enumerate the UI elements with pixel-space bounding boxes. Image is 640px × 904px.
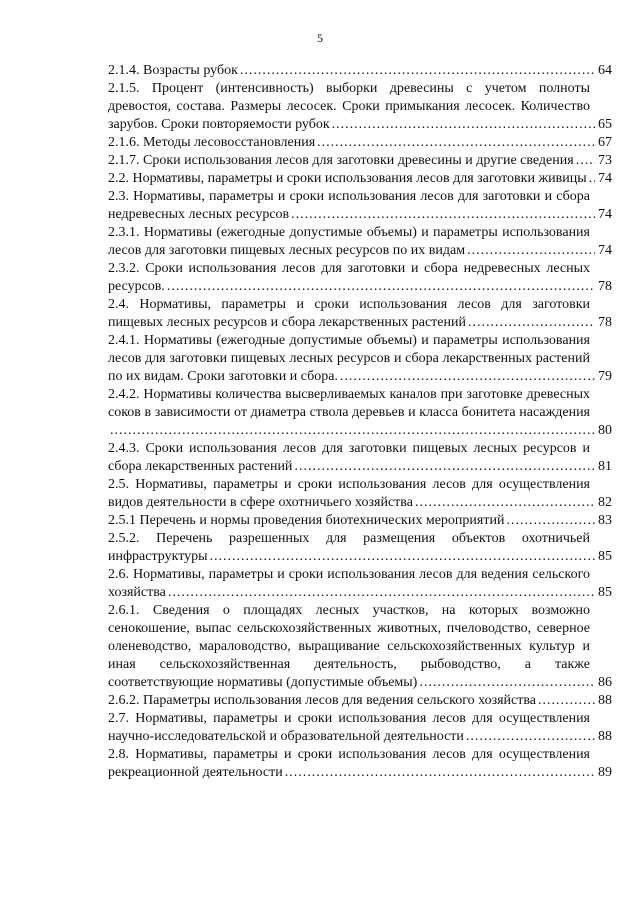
toc-entry[interactable] [108, 530, 612, 566]
toc-entry-title: 2.4. Нормативы, параметры и сроки использования лесов для заготовки пищевых лесных ресурсов и сбора лекарственных растений ..... [108, 297, 590, 330]
toc-entry-title: 2.4.1. Нормативы (ежегодные допустимые объемы) и параметры использования лесов для заготовки пищевых лесных ресурсов и сбора лекарственных растений по их видам. Сроки заготовки и сбора. ..... [108, 333, 590, 384]
toc-entry[interactable] [108, 710, 612, 746]
toc-entry-page: 65 [595, 116, 612, 134]
toc-entry-page: 67 [595, 134, 612, 152]
toc-entry-title: 2.1.4. Возрасты рубок ..... [108, 63, 240, 78]
toc-entry[interactable] [108, 476, 612, 512]
toc-entry-title: 2.5.1 Перечень и нормы проведения биотехнических мероприятий ..... [108, 513, 506, 528]
toc-entry-title: 2.7. Нормативы, параметры и сроки использования лесов для осуществления научно-исследовательской и образовательной деятельности ..... [108, 711, 590, 744]
toc-entry-page: 78 [595, 314, 612, 332]
toc-entry[interactable] [108, 260, 612, 296]
toc-entry[interactable] [108, 188, 612, 224]
toc-entry-page: 82 [595, 494, 612, 512]
toc-entry-title: 2.6. Нормативы, параметры и сроки использования лесов для ведения сельского хозяйства ..... [108, 567, 590, 600]
toc-entry-page: 86 [595, 674, 612, 692]
toc-entry-title: 2.3. Нормативы, параметры и сроки использования лесов для заготовки и сбора недревесных лесных ресурсов ..... [108, 189, 590, 222]
toc-entry-page: 74 [595, 242, 612, 260]
toc-entry-title: 2.5.2. Перечень разрешенных для размещения объектов охотничьей инфраструктуры ..... [108, 531, 590, 564]
toc-entry-page: 74 [595, 170, 612, 188]
toc-entry-title: 2.4.3. Сроки использования лесов для заготовки пищевых лесных ресурсов и сбора лекарственных растений ..... [108, 441, 590, 474]
toc-entry-title: 2.1.6. Методы лесовосстановления ..... [108, 135, 317, 150]
toc-entry-page: 73 [595, 152, 612, 170]
toc-entry-page: 81 [595, 458, 612, 476]
toc-entry[interactable] [108, 134, 612, 152]
toc-entry-title: 2.1.5. Процент (интенсивность) выборки древесины с учетом полноты древостоя, состава. Размеры лесосек. Сроки примыкания лесосек. Количество зарубов. Сроки повторяемости рубок ..... [108, 81, 590, 132]
toc-entry-page: 64 [595, 62, 612, 80]
toc-entry-page: 83 [595, 512, 612, 530]
toc-entry-page: 79 [595, 368, 612, 386]
toc-entry[interactable] [108, 386, 612, 440]
toc-entry-title: 2.1.7. Сроки использования лесов для заготовки древесины и другие сведения ..... [108, 153, 576, 168]
toc-entry[interactable] [108, 602, 612, 692]
toc-entry-title: 2.6.2. Параметры использования лесов для ведения сельского хозяйства ..... [108, 693, 538, 708]
toc-entry-title: 2.2. Нормативы, параметры и сроки использования лесов для заготовки живицы ..... [108, 171, 589, 186]
toc-entry[interactable] [108, 62, 612, 80]
toc-entry-page: 89 [595, 764, 612, 782]
toc-entry-title: 2.8. Нормативы, параметры и сроки использования лесов для осуществления рекреационной деятельности ..... [108, 747, 590, 780]
toc-entry-page: 74 [595, 206, 612, 224]
table-of-contents [108, 62, 612, 782]
toc-entry[interactable] [108, 296, 612, 332]
toc-entry[interactable] [108, 512, 612, 530]
toc-entry[interactable] [108, 170, 612, 188]
toc-entry-page: 80 [595, 422, 612, 440]
toc-entry-page: 85 [595, 584, 612, 602]
toc-entry-page: 88 [595, 692, 612, 710]
toc-entry-title: 2.3.2. Сроки использования лесов для заготовки и сбора недревесных лесных ресурсов. ..... [108, 261, 590, 294]
toc-entry-title: 2.5. Нормативы, параметры и сроки использования лесов для осуществления видов деятельности в сфере охотничьего хозяйства ..... [108, 477, 590, 510]
toc-entry[interactable] [108, 224, 612, 260]
toc-entry[interactable] [108, 332, 612, 386]
toc-entry-title: 2.3.1. Нормативы (ежегодные допустимые объемы) и параметры использования лесов для заготовки пищевых лесных ресурсов по их видам ..... [108, 225, 590, 258]
page-number: 5 [317, 31, 323, 45]
toc-entry-title: 2.6.1. Сведения о площадях лесных участков, на которых возможно сенокошение, выпас сельскохозяйственных животных, пчеловодство, северное оленеводство, мараловодство, выращивание сельскохозяйственных культур и иная сельскохозяйственная деятельность, рыбоводство, а также соответствующие нормативы (допустимые объемы) ..... [108, 603, 590, 690]
toc-entry[interactable] [108, 152, 612, 170]
toc-entry[interactable] [108, 80, 612, 134]
toc-entry-page: 78 [595, 278, 612, 296]
toc-entry-title: 2.4.2. Нормативы количества высверливаемых каналов при заготовке древесных соков в зависимости от диаметра ствола деревьев и класса бонитета насаждения ..... [108, 387, 590, 438]
toc-entry[interactable] [108, 440, 612, 476]
toc-entry-page: 88 [595, 728, 612, 746]
toc-entry[interactable] [108, 692, 612, 710]
toc-entry[interactable] [108, 746, 612, 782]
toc-entry[interactable] [108, 566, 612, 602]
toc-entry-page: 85 [595, 548, 612, 566]
